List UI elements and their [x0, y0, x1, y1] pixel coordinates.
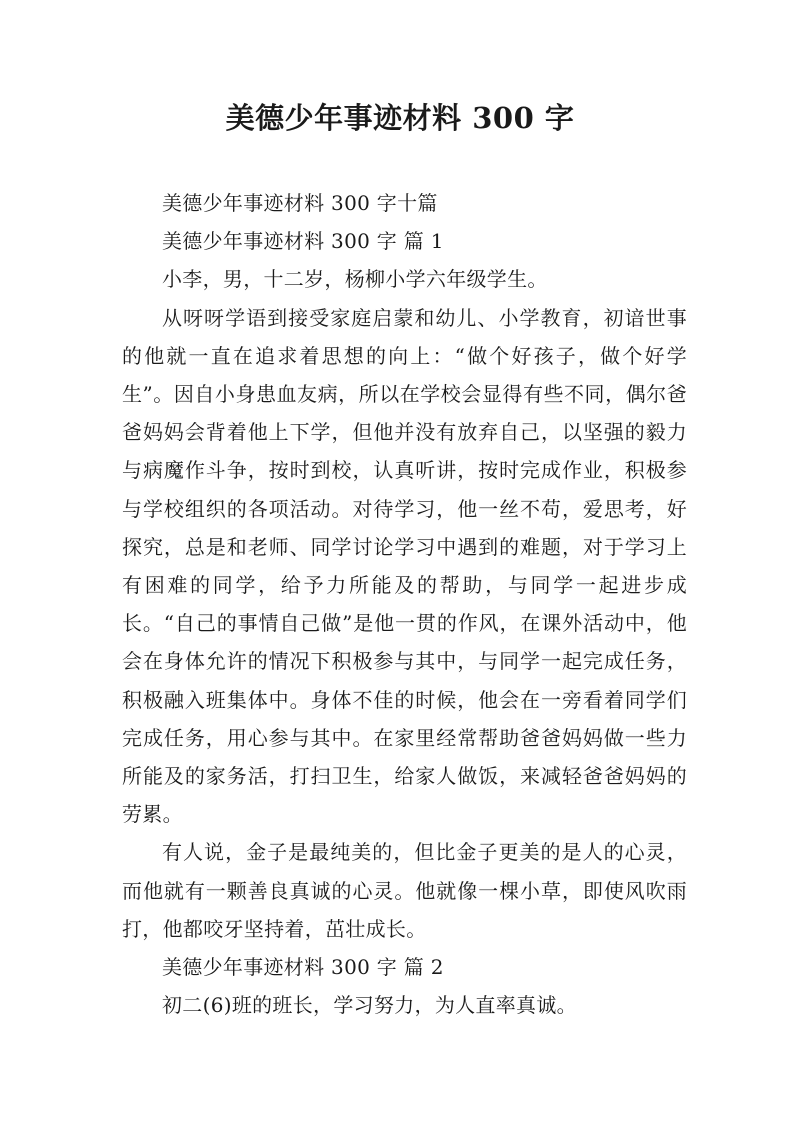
paragraph-conclusion: 有人说，金子是最纯美的，但比金子更美的是人的心灵，而他就有一颗善良真诚的心灵。他就像一棵小草，即使风吹雨打，他都咬牙坚持着，茁壮成长。	[122, 840, 687, 941]
paragraph-collection-heading: 美德少年事迹材料 300 字十篇	[162, 191, 438, 215]
paragraph-story: 从呀呀学语到接受家庭启蒙和幼儿、小学教育，初谙世事的他就一直在追求着思想的向上：“做个好孩子，做个好学生”。因自小身患血友病，所以在学校会显得有些不同，偶尔爸爸妈妈会背着他上下学，但他并没有放弃自己，以坚强的毅力与病魔作斗争，按时到校，认真听讲，按时完成作业，积极参与学校组织的各项活动。对待学习，他一丝不苟，爱思考，好探究，总是和老师、同学讨论学习中遇到的难题，对于学习上有困难的同学，给予力所能及的帮助，与同学一起进步成长。“自己的事情自己做”是他一贯的作风，在课外活动中，他会在身体允许的情况下积极参与其中，与同学一起完成任务，积极融入班集体中。身体不佳的时候，他会在一旁看着同学们完成任务，用心参与其中。在家里经常帮助爸爸妈妈做一些力所能及的家务活，打扫卫生，给家人做饭，来减轻爸爸妈妈的劳累。	[122, 305, 687, 827]
paragraph-section-heading-2: 美德少年事迹材料 300 字 篇 2	[162, 955, 444, 980]
document-body	[122, 184, 687, 1024]
paragraph-section-2-intro: 初二(6)班的班长，学习努力，为人直率真诚。	[162, 993, 577, 1018]
document-title: 美德少年事迹材料 300 字	[225, 101, 575, 135]
paragraph-section-heading-1: 美德少年事迹材料 300 字 篇 1	[162, 229, 444, 254]
paragraph-intro: 小李，男，十二岁，杨柳小学六年级学生。	[162, 267, 548, 292]
